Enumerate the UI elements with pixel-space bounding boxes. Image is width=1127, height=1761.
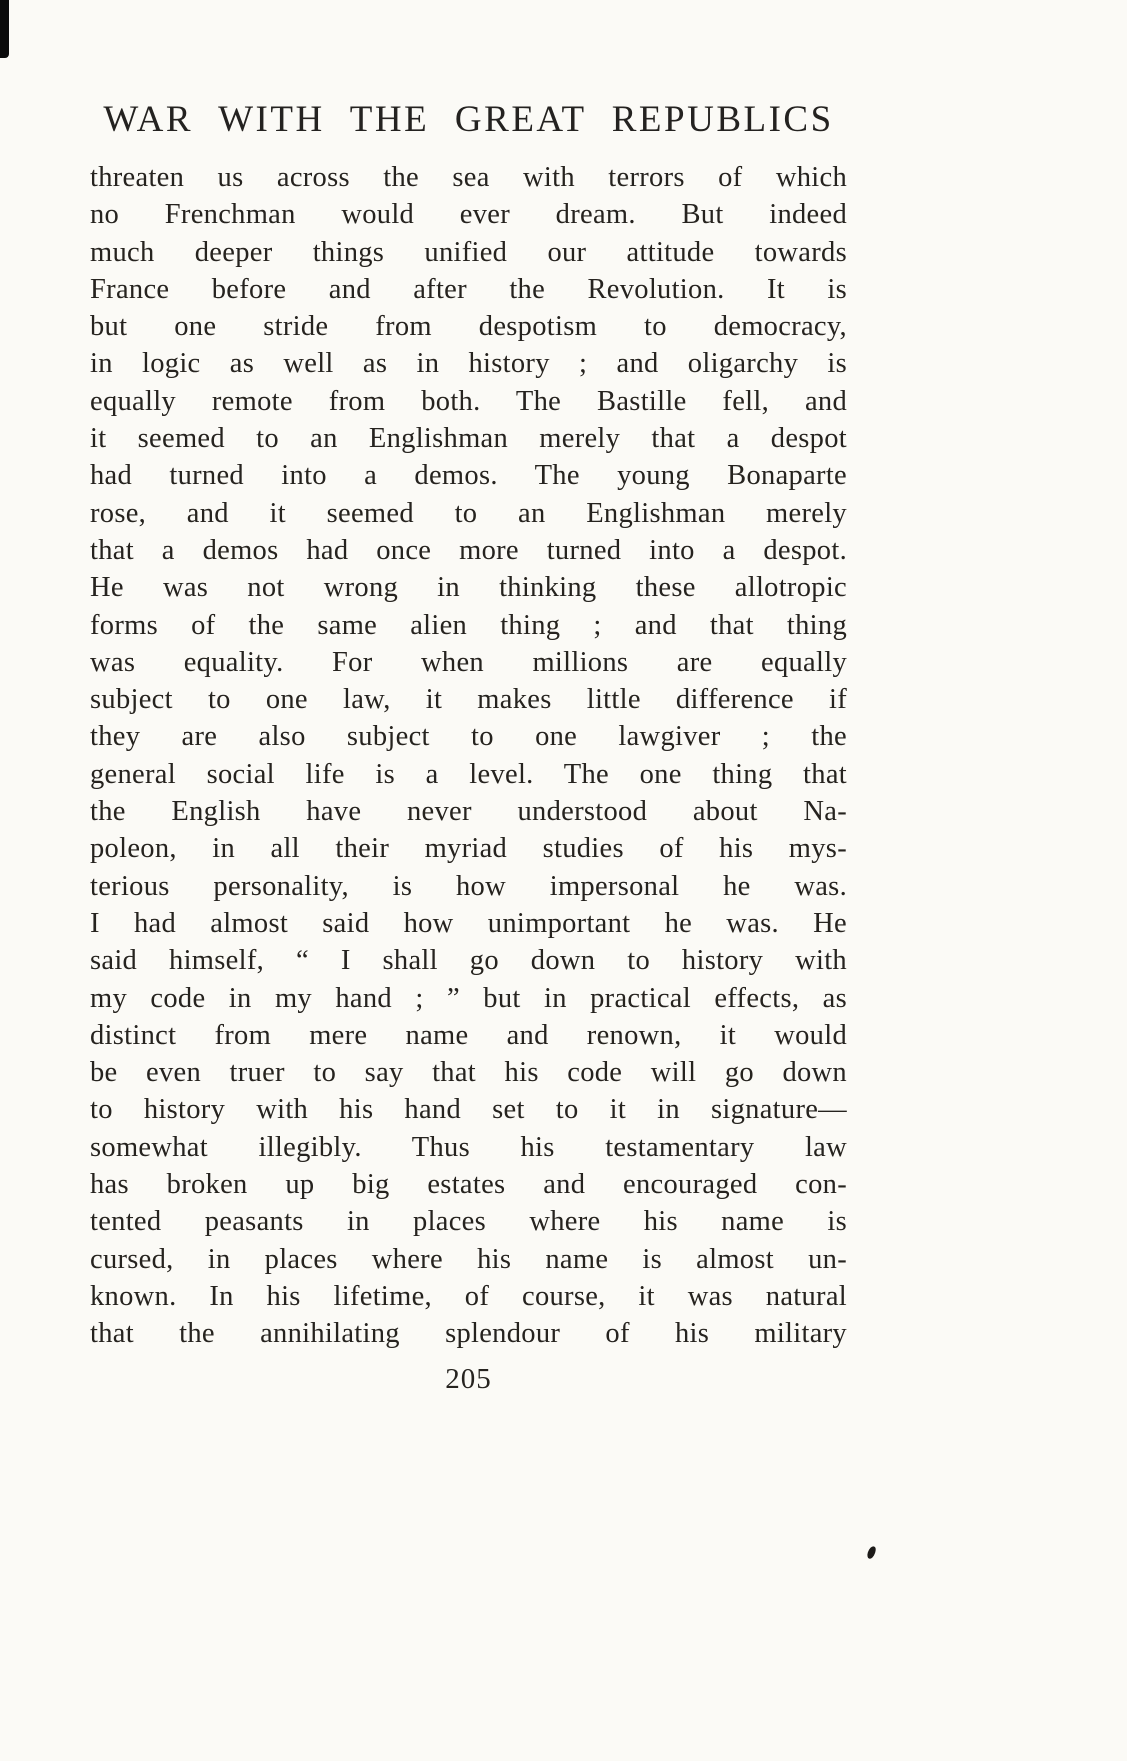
text-line: it seemed to an Englishman merely that a despot xyxy=(90,423,847,455)
text-line: terious personality, is how impersonal he was. xyxy=(90,870,847,902)
text-line: general social life is a level. The one thing that xyxy=(90,758,847,790)
scan-artifact-top-left xyxy=(0,0,9,58)
text-line: that a demos had once more turned into a despot. xyxy=(90,534,847,566)
text-line: cursed, in places where his name is almost un- xyxy=(90,1243,847,1275)
text-line: they are also subject to one lawgiver ; the xyxy=(90,721,847,753)
text-line: has broken up big estates and encouraged con- xyxy=(90,1169,847,1201)
text-line: equally remote from both. The Bastille fell, and xyxy=(90,385,847,417)
text-line: was equality. For when millions are equally xyxy=(90,646,847,678)
text-line: known. In his lifetime, of course, it was natural xyxy=(90,1280,847,1312)
text-line: that the annihilating splendour of his military xyxy=(90,1318,847,1350)
text-line: rose, and it seemed to an Englishman merely xyxy=(90,497,847,529)
text-line: threaten us across the sea with terrors of which xyxy=(90,162,847,193)
text-line: said himself, “ I shall go down to history with xyxy=(90,945,847,977)
body-text xyxy=(90,159,847,1353)
text-line: France before and after the Revolution. It is xyxy=(90,273,847,305)
text-line: subject to one law, it makes little difference if xyxy=(90,684,847,716)
text-line: tented peasants in places where his name is xyxy=(90,1206,847,1238)
text-line: no Frenchman would ever dream. But indeed xyxy=(90,199,847,231)
scan-artifact-speck xyxy=(866,1545,877,1560)
text-line: I had almost said how unimportant he was. He xyxy=(90,907,847,939)
text-line: much deeper things unified our attitude towards xyxy=(90,236,847,268)
text-line: in logic as well as in history ; and oligarchy is xyxy=(90,348,847,380)
text-line: He was not wrong in thinking these allotropic xyxy=(90,572,847,604)
page-title: WAR WITH THE GREAT REPUBLICS xyxy=(103,99,834,140)
book-page xyxy=(90,98,847,1396)
text-line: the English have never understood about Na- xyxy=(90,796,847,828)
page-number: 205 xyxy=(445,1362,492,1395)
text-line: distinct from mere name and renown, it would xyxy=(90,1019,847,1051)
text-line: somewhat illegibly. Thus his testamentary law xyxy=(90,1131,847,1163)
text-line: poleon, in all their myriad studies of his mys- xyxy=(90,833,847,865)
text-line: but one stride from despotism to democracy, xyxy=(90,311,847,343)
text-line: be even truer to say that his code will go down xyxy=(90,1057,847,1089)
text-line: had turned into a demos. The young Bonaparte xyxy=(90,460,847,492)
text-line: to history with his hand set to it in signature— xyxy=(90,1094,847,1126)
text-line: my code in my hand ; ” but in practical effects, as xyxy=(90,982,847,1014)
text-line: forms of the same alien thing ; and that thing xyxy=(90,609,847,641)
